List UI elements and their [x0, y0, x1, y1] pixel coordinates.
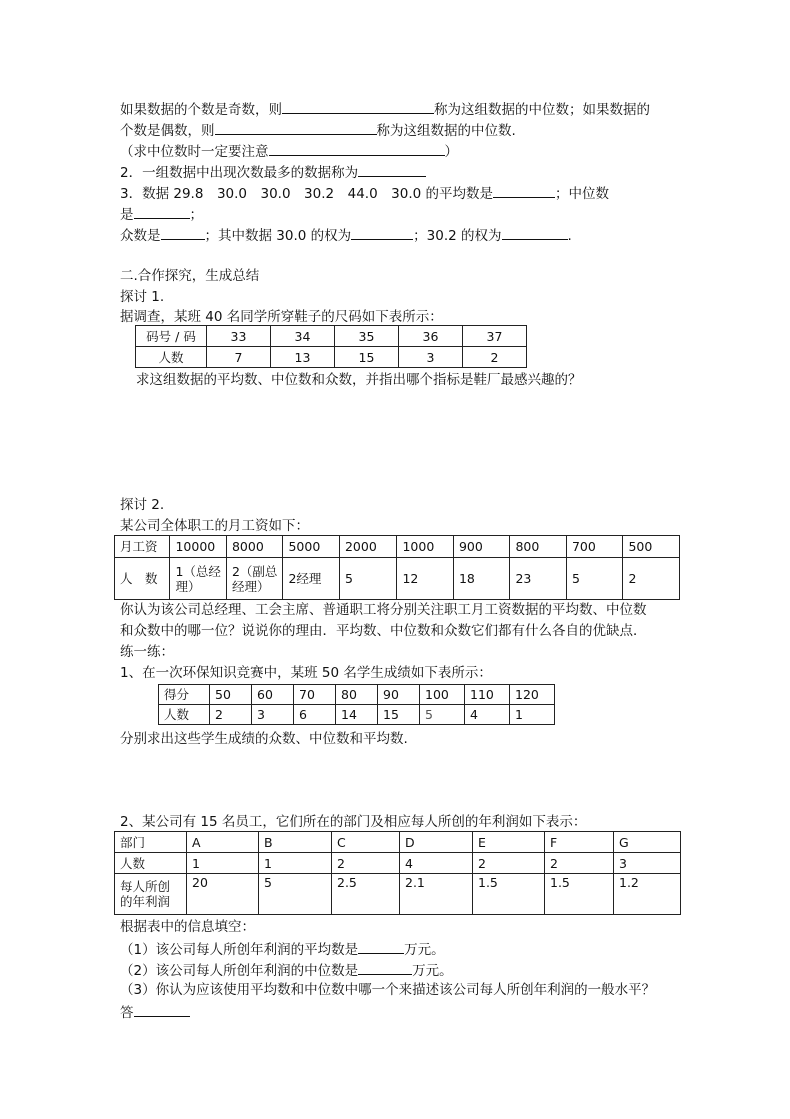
- p2-sub2-text: （2）该公司每人所创年利润的中位数是: [120, 963, 359, 979]
- table-cell: 90: [378, 685, 420, 705]
- table-cell: 2: [545, 853, 614, 874]
- table-cell: 人数: [159, 705, 210, 725]
- table-cell: 4: [465, 705, 510, 725]
- blank-q3-mode[interactable]: [161, 226, 205, 240]
- blank-median-even[interactable]: [215, 121, 377, 135]
- t2-question-line2: 和众数中的哪一位？说说你的理由．平均数、中位数和众数它们都有什么各自的优缺点．: [120, 623, 647, 639]
- q3-line3: [120, 226, 572, 244]
- t1-intro: 据调查，某班 40 名同学所穿鞋子的尺码如下表所示：: [120, 309, 443, 325]
- table-cell: 10000: [170, 536, 227, 558]
- table-cell: C: [332, 832, 400, 853]
- p1-intro: 1、在一次环保知识竞赛中，某班 50 名学生成绩如下表所示：: [120, 665, 492, 681]
- p2-sub1: [120, 940, 445, 958]
- table-row: [159, 685, 555, 705]
- t1-question: 求这组数据的平均数、中位数和众数，并指出哪个指标是鞋厂最感兴趣的？: [136, 372, 582, 388]
- table-cell: B: [259, 832, 332, 853]
- table-cell: 5: [339, 558, 397, 600]
- table-row: [136, 347, 527, 368]
- table-cell: 2: [623, 558, 680, 600]
- table-cell: 码号 / 码: [136, 326, 207, 347]
- table-cell: 3: [614, 853, 681, 874]
- q3-period: .: [567, 228, 572, 244]
- table-cell: 900: [453, 536, 510, 558]
- p2-intro: 2、某公司有 15 名员工，它们所在的部门及相应每人所创的年利润如下表示：: [120, 814, 587, 830]
- table-cell: 人数: [115, 853, 187, 874]
- blank-q3-weight-30[interactable]: [351, 226, 413, 240]
- table-cell: 得分: [159, 685, 210, 705]
- table-cell: 100: [420, 685, 465, 705]
- q3-median-text: ；中位数: [555, 186, 610, 202]
- profit-table: [114, 831, 681, 915]
- table-cell: 3: [252, 705, 294, 725]
- table-cell: 5: [259, 874, 332, 915]
- median-odd-text: 如果数据的个数是奇数，则: [120, 102, 282, 118]
- table-cell: 人数: [136, 347, 207, 368]
- table-cell: 110: [465, 685, 510, 705]
- median-even-text: 个数是偶数，则: [120, 123, 215, 139]
- table-cell: 23: [510, 558, 567, 600]
- table-row: [159, 705, 555, 725]
- p2-answer-line: [120, 1003, 190, 1021]
- blank-mode-definition[interactable]: [358, 163, 426, 177]
- table-cell: 4: [400, 853, 473, 874]
- table-cell: 5: [420, 705, 465, 725]
- p2-sub1-unit: 万元。: [404, 942, 445, 958]
- q3-weight-30-text: ；其中数据 30.0 的权为: [204, 228, 352, 244]
- table-cell: G: [614, 832, 681, 853]
- table-cell: E: [473, 832, 545, 853]
- q3-mode-text: 众数是: [120, 228, 161, 244]
- table-cell: 34: [271, 326, 335, 347]
- blank-q3-mean[interactable]: [493, 184, 555, 198]
- table-cell: 1: [510, 705, 555, 725]
- table-cell: 120: [510, 685, 555, 705]
- table-cell: A: [187, 832, 259, 853]
- table-cell: 33: [207, 326, 271, 347]
- table-cell: 800: [510, 536, 567, 558]
- mode-definition-text: 2．一组数据中出现次数最多的数据称为: [120, 165, 359, 181]
- blank-q3-weight-302[interactable]: [502, 226, 568, 240]
- table-cell: 3: [399, 347, 463, 368]
- table-row: [115, 558, 680, 600]
- p2-fill-instruction: 根据表中的信息填空：: [120, 919, 255, 935]
- table-cell: D: [400, 832, 473, 853]
- table-cell: 2经理: [283, 558, 340, 600]
- table-cell: 2.5: [332, 874, 400, 915]
- mode-definition-line: [120, 163, 426, 181]
- median-odd-line: [120, 100, 650, 118]
- table-cell: 每人所创的年利润: [115, 874, 187, 915]
- table-cell: 14: [336, 705, 378, 725]
- table-cell: 50: [210, 685, 252, 705]
- table-cell: 2: [473, 853, 545, 874]
- table-cell: 18: [453, 558, 510, 600]
- table-cell: 6: [294, 705, 336, 725]
- table-cell: 37: [463, 326, 527, 347]
- score-table: [158, 684, 555, 725]
- table-row: [115, 874, 681, 915]
- table-cell: 35: [335, 326, 399, 347]
- table-cell: 70: [294, 685, 336, 705]
- table-cell: 20: [187, 874, 259, 915]
- q3-is-text: 是: [120, 207, 134, 223]
- p2-sub3: （3）你认为应该使用平均数和中位数中哪一个来描述该公司每人所创年利润的一般水平？: [120, 982, 656, 998]
- table-row: [115, 853, 681, 874]
- table-cell: 2（副总经理）: [226, 558, 283, 600]
- table-cell: 部门: [115, 832, 187, 853]
- table-cell: 1.5: [545, 874, 614, 915]
- salary-table: [114, 535, 680, 600]
- table-cell: 80: [336, 685, 378, 705]
- t2-intro: 某公司全体职工的月工资如下：: [120, 518, 309, 534]
- blank-p2-mean[interactable]: [358, 940, 404, 954]
- table-cell: 15: [378, 705, 420, 725]
- table-cell: 1（总经理）: [170, 558, 227, 600]
- table-cell: 1: [187, 853, 259, 874]
- q3-weight-302-text: ；30.2 的权为: [413, 228, 502, 244]
- table-cell: 2000: [339, 536, 397, 558]
- q3-mean-text: 3．数据 29.8 30.0 30.0 30.2 44.0 30.0 的平均数是: [120, 186, 494, 202]
- table-cell: 5000: [283, 536, 340, 558]
- shoe-size-table: [135, 325, 527, 368]
- p2-sub1-text: （1）该公司每人所创年利润的平均数是: [120, 942, 359, 958]
- t2-label: 探讨 2.: [120, 497, 165, 513]
- median-even-tail: 称为这组数据的中位数.: [376, 123, 516, 139]
- blank-q3-median[interactable]: [134, 205, 190, 219]
- table-cell: 36: [399, 326, 463, 347]
- table-cell: 500: [623, 536, 680, 558]
- table-cell: 1.5: [473, 874, 545, 915]
- table-row: [136, 326, 527, 347]
- table-cell: 12: [397, 558, 454, 600]
- table-cell: 700: [566, 536, 623, 558]
- p1-question: 分别求出这些学生成绩的众数、中位数和平均数.: [120, 731, 408, 747]
- median-note-line: [120, 142, 458, 160]
- practice-label: 练一练：: [120, 644, 174, 660]
- p2-sub2-unit: 万元。: [412, 963, 453, 979]
- blank-median-note[interactable]: [269, 142, 445, 156]
- table-cell: 1.2: [614, 874, 681, 915]
- q3-line2: [120, 205, 203, 223]
- table-cell: 人 数: [115, 558, 170, 600]
- table-cell: 1: [259, 853, 332, 874]
- q3-line1: [120, 184, 609, 202]
- median-even-line: [120, 121, 516, 139]
- t2-question-line1: 你认为该公司总经理、工会主席、普通职工将分别关注职工月工资数据的平均数、中位数: [120, 602, 647, 618]
- median-note-text: （求中位数时一定要注意: [120, 144, 269, 160]
- table-cell: 2.1: [400, 874, 473, 915]
- p2-sub2: [120, 961, 453, 979]
- t1-label: 探讨 1.: [120, 289, 165, 305]
- blank-p2-median[interactable]: [358, 961, 412, 975]
- table-cell: 7: [207, 347, 271, 368]
- table-cell: 13: [271, 347, 335, 368]
- table-cell: 2: [210, 705, 252, 725]
- table-cell: 月工资: [115, 536, 170, 558]
- table-row: [115, 832, 681, 853]
- blank-p2-answer[interactable]: [134, 1003, 190, 1017]
- table-cell: F: [545, 832, 614, 853]
- table-row: [115, 536, 680, 558]
- blank-median-odd[interactable]: [282, 100, 434, 114]
- table-cell: 5: [566, 558, 623, 600]
- table-cell: 2: [332, 853, 400, 874]
- table-cell: 2: [463, 347, 527, 368]
- table-cell: 1000: [397, 536, 454, 558]
- median-even-intro: 称为这组数据的中位数；如果数据的: [434, 102, 650, 118]
- section2-heading: 二.合作探究，生成总结: [120, 268, 260, 284]
- table-cell: 8000: [226, 536, 283, 558]
- q3-semicolon: ；: [189, 207, 203, 223]
- p2-answer-label: 答: [120, 1005, 134, 1021]
- table-cell: 15: [335, 347, 399, 368]
- table-cell: 60: [252, 685, 294, 705]
- median-note-close: ）: [444, 144, 458, 160]
